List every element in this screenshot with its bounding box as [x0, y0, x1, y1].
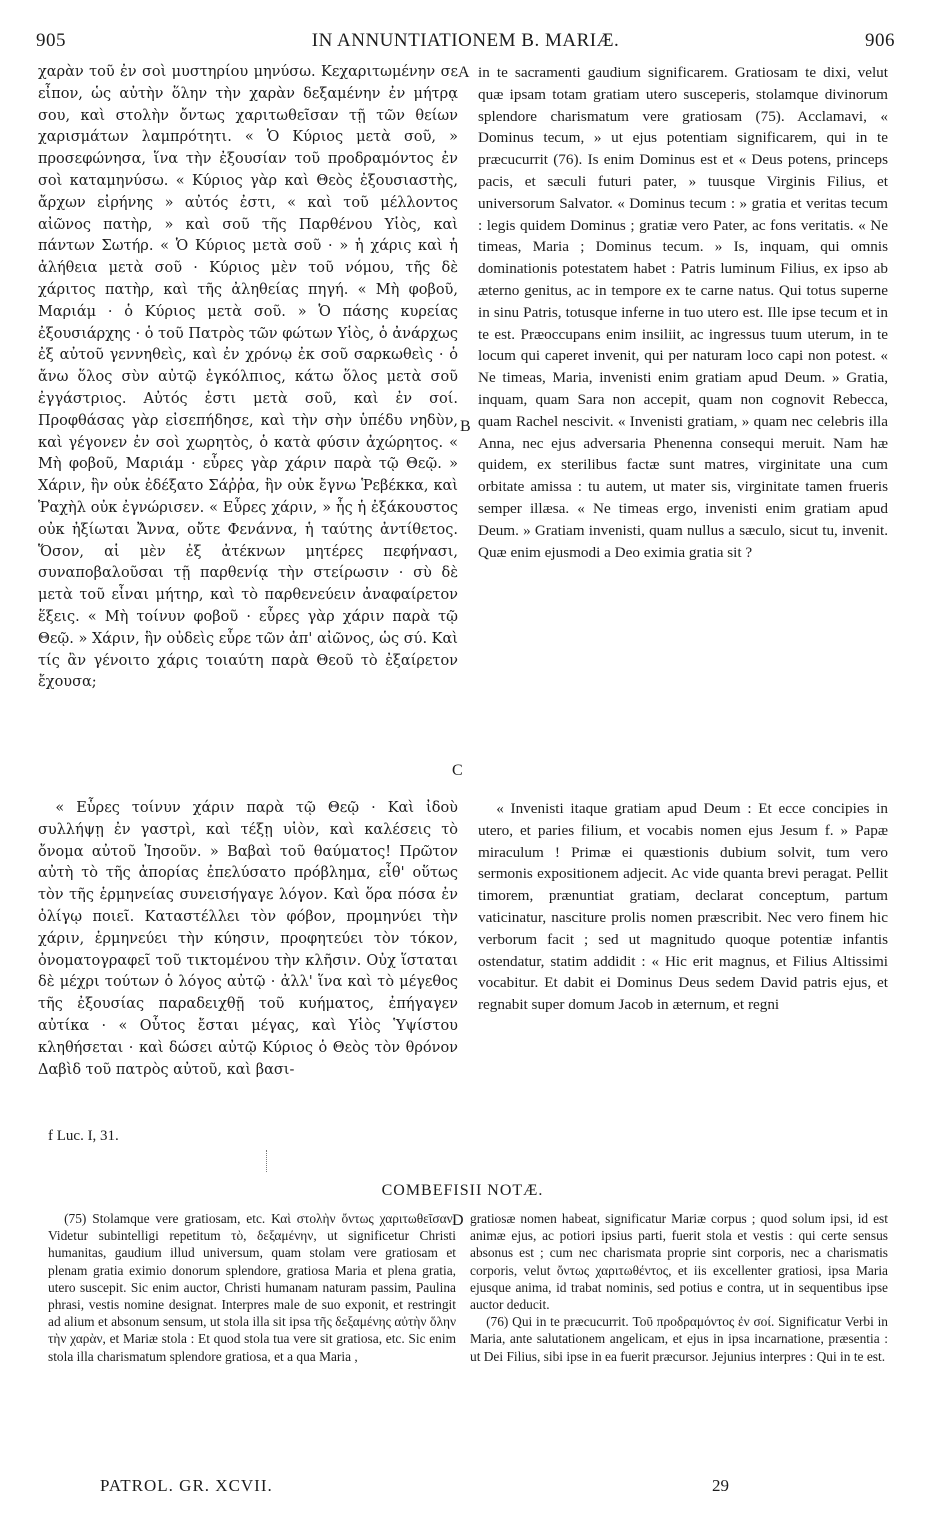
latin-column-upper: [478, 62, 888, 563]
greek-paragraph-2: « Εὗρες τοίνυν χάριν παρὰ τῷ Θεῷ · Καὶ ἰδοὺ συλλήψῃ ἐν γαστρὶ, καὶ τέξῃ υἱὸν, καὶ καλέσεις τὸ ὄνομα αὐτοῦ Ἰησοῦν. » Βαβαὶ τοῦ θαύματος! Πρῶτον αὐτὴ τὸ τῆς ἀπορίας ἐπελύσατο πρόβλημα, εἶθ' οὕτως τὸν τῆς ἑρμηνείας συνεισήγαγε λόγον. Καὶ ὅρα πόσα ἐν ὀλίγῳ ποιεῖ. Καταστέλλει τὸν φόβον, προμηνύει τὴν χάριν, ἑρμηνεύει τὴν κύησιν, προφητεύει τὸν τόκον, ὀνοματογραφεῖ τοῦ τικτομένου τὴν κλῆσιν. Οὐχ ἵσταται δὲ μέχρι τούτων ὁ λόγος αὐτῷ · ἀλλ' ἵνα καὶ τὸ μέγεθος τῆς ἐξουσίας παραδειχθῇ τοῦ κυήματος, ἐπήγαγεν αὐτίκα · « Οὗτος ἔσται μέγας, καὶ Υἱὸς Ὑψίστου κληθήσεται · καὶ δώσει αὐτῷ Κύριος ὁ Θεὸς τὸν θρόνον Δαβὶδ τοῦ πατρὸς αὐτοῦ, καὶ βασι-: [38, 800, 458, 1078]
margin-marker-c: C: [452, 762, 463, 779]
notes-title: COMBEFISII NOTÆ.: [381, 1182, 544, 1199]
separator-mark: [266, 1150, 275, 1172]
latin-paragraph-1: in te sacramenti gaudium significarem. Gratiosam te dixi, velut quæ ipsam totam gratiam utero susceperis, stolamque divinorum splendore charismatum vere gratiosam (75). Acclamavi, « Dominus tecum, » ut ejus potentiam significarem, qui in te præcucurrit (76). Is enim Dominus est et « Deus potens, princeps pacis, et sæculi futuri pater, » tuusque Virginis Filius, et universorum Salvator. « Dominus tecum : » gratia et veritas tecum : legis quidem Dominus ; gratiæ vero Pater, ac fons veritatis. « Ne timeas, Maria ; Dominus tecum. » Is, inquam, qui omnis dominationis potestatem habet : Patris luminum Filius, ex ipso ab æterno genitus, ac in tempore ex te carne natus. Qui totus superne in sinu Patris, totusque inferne in tuo utero est. Ille ipse tecum et in te est. Præoccupans enim insiliit, ac ingressus tuum uterum, in te locum qui caperet invenit, qui per naturam loco capi non potest. « Ne timeas, Maria, invenisti enim gratiam apud Deum. » Gratia, inquam, quam Sara non accepit, quam non cognovit Rebecca, quam Rachel nescivit. « Invenisti gratiam, » quam nec celebris illa Anna, nec ejus adversaria Phenenna consequi meruit. Nam hæ quidem, ex sterilibus factæ sunt matres, virginitate una cum orbitate amissa : tu autem, ut mater sis, virginitate tamen frueris semper illæsa. « Ne timeas ergo, invenisti enim gratiam apud Deum. » Gratiam invenisti, quam nullus a sæculo, sicut tu, invenit. Quæ enim ejusmodi a Deo eximia gratia sit ?: [478, 64, 888, 561]
running-header: [28, 30, 903, 56]
notes-column-right: [470, 1210, 888, 1365]
margin-marker-a: A: [458, 64, 470, 81]
note-76: (76) Qui in te præcucurrit. Τοῦ προδραμόντος ἐν σοί. Significatur Verbi in Maria, ante salutationem angelicam, et ejus in ipsa incarnatione, præsentia : ut Dei Filius, sibi ipse in ea fuerit præcursor. Jejunius interpres : Qui in te est.: [470, 1314, 888, 1364]
greek-paragraph-1: χαρὰν τοῦ ἐν σοὶ μυστηρίου μηνύσω. Κεχαριτωμένην σε εἶπον, ὡς αὐτὴν ὅλην τὴν χαρὰν δεξαμένην ἐν μήτρᾳ σου, καὶ στολὴν ὄντως χαριτωθεῖσαν τῇ τῶν θείων χαρισμάτων λαμπρότητι. « Ὁ Κύριος μετὰ σοῦ, » προσεφώνησα, ἵνα τὴν ἐξουσίαν τοῦ προδραμόντος ἐν σοὶ καταμηνύσω. « Κύριος γὰρ καὶ Θεὸς ἐξουσιαστὴς, ἄρχων εἰρήνης » αὐτός ἐστι, « καὶ τοῦ μέλλοντος αἰῶνος πατὴρ, » καὶ σοῦ τῆς Παρθένου Υἱὸς, καὶ πάντων Σωτήρ. « Ὁ Κύριος μετὰ σοῦ · » ἡ χάρις καὶ ἡ ἀλήθεια μετὰ σοῦ · Κύριος μὲν τοῦ νόμου, τῆς δὲ χάριτος πατὴρ, καὶ τῆς ἀληθείας πηγή. « Μὴ φοβοῦ, Μαριάμ · ὁ Κύριος μετὰ σοῦ. » Ὁ πάσης κυρείας ἐξουσιάρχης · ὁ τοῦ Πατρὸς τῶν φώτων Υἱὸς, ὁ ἀνάρχως ἐξ αὐτοῦ γεννηθεὶς, καὶ ἐν χρόνῳ ἐκ σοῦ σαρκωθεὶς · ὁ ἄνω ὅλος σὺν αὐτῷ ἐγκόλπιος, κάτω ὅλος μετὰ σοῦ ἐγγάστριος. Αὐτός ἐστι μετὰ σοῦ, καὶ ἐν σοί. Προφθάσας γὰρ εἰσεπήδησε, καὶ τὴν σὴν ὑπέδυ νηδὺν, καὶ γέγονεν ἐν σοὶ χωρητὸς, ὁ κατὰ φύσιν ἀχώρητος. « Μὴ φοβοῦ, Μαριάμ · εὗρες γὰρ χάριν παρὰ τῷ Θεῷ. » Χάριν, ἣν οὐκ ἐδέξατο Σάῤῥα, ἣν οὐκ ἔγνω Ῥεβέκκα, καὶ Ῥαχὴλ οὐκ ἐγνώρισεν. « Εὗρες χάριν, » ἧς ἡ ἐξάκουστος οὐκ ἠξίωται Ἄννα, οὔτε Φενάννα, ἡ ταύτης ἀντίθετος. Ὅσον, αἱ μὲν ἐξ ἀτέκνων μητέρες πεφήνασι, συναποβαλοῦσαι τῇ παρθενίᾳ τὴν στείρωσιν · σὺ δὲ μετὰ τοῦ εἶναι μήτηρ, καὶ τὸ παρθενεύειν ἀναφαίρετον ἕξεις. « Μὴ τοίνυν φοβοῦ · εὗρες γὰρ χάριν παρὰ τῷ Θεῷ. » Χάριν, ἣν οὐδεὶς εὗρε τῶν ἀπ' αἰῶνος, ὡς σύ. Καὶ τίς ἂν γένοιτο χάρις τοιαύτη παρὰ Θεοῦ τὸ ἐξαίρετον ἔχουσα;: [38, 64, 458, 691]
note-75-continued: gratiosæ nomen habeat, significatur Mariæ corpus ; quod solum ipsi, id est animæ ejus, ac potiori ipsius parti, fuerit stola et vestis : qui certe sensus absonus est ; cum nec charismata proprie sint corporis, nec a charismatis corporis, velut ὄντως χαριτωθέντος, et iis excellenter gratiosi, ipsa Maria ejusque anima, id trabat nominis, sed potius e contra, ut in sequentibus ipse auctor deducit.: [470, 1211, 888, 1313]
page-number-right: 906: [865, 30, 895, 51]
note-75: (75) Stolamque vere gratiosam, etc. Καὶ στολὴν ὄντως χαριτωθεῖσαν. Videtur subintelligi repetitum τὸ, δεξαμένην, ut significetur Christi humanitas, gaudium illud universum, quam stolam vere gratiosam et plenam gratia eximio donorum splendore, gratiosa Maria et plena gratia, utero suscepit. Sic enim auctor, Christi humanam naturam passim, Paulina phrasi, vestis nomine designat. Interpres male de suo exponit, et restringit ad alium et absonum sensum, ut stola illa sit ipsa τῆς δεξαμένης αὐτὴν ὅλην τὴν χαρὰν, et Mariæ stola : Et quod stola tua vere sit gratiosa, etc. Sic enim stola illa charismatum splendore gratiosa, et a qua Maria ,: [48, 1211, 456, 1364]
footer-series: PATROL. GR. XCVII.: [100, 1476, 273, 1495]
footer-signature: 29: [712, 1476, 729, 1495]
running-title: IN ANNUNTIATIONEM B. MARIÆ.: [311, 30, 620, 51]
greek-column-upper: [38, 62, 458, 694]
margin-marker-d: D: [452, 1212, 464, 1229]
page-number-left: 905: [36, 30, 66, 51]
latin-paragraph-2: « Invenisti itaque gratiam apud Deum : Et ecce concipies in utero, et paries filium, et vocabis nomen ejus Jesum f. » Papæ miraculum ! Primæ ei quæstionis dubium solvit, tum vero sermonis expositionem adjecit. Ac vide quanta brevi peragat. Pellit timorem, prænuntiat gratiam, declarat conceptum, partum vaticinatur, nasciture prolis nomen præscribit. Nec vero finem hic verborum facit ; sed ut magnitudo quoque potentiæ infantis ostendatur, statim addidit : « Hic erit magnus, et Filius Altissimi vocabitur. Et dabit ei Dominus Deus sedem David patris ejus, et regnabit super domum Jacob in æternum, et regni: [478, 800, 888, 1014]
greek-column-lower: [38, 798, 458, 1081]
margin-marker-b: B: [460, 418, 471, 435]
footnote: f Luc. I, 31.: [48, 1128, 119, 1144]
latin-column-lower: [478, 798, 888, 1016]
notes-column-left: [48, 1210, 456, 1365]
